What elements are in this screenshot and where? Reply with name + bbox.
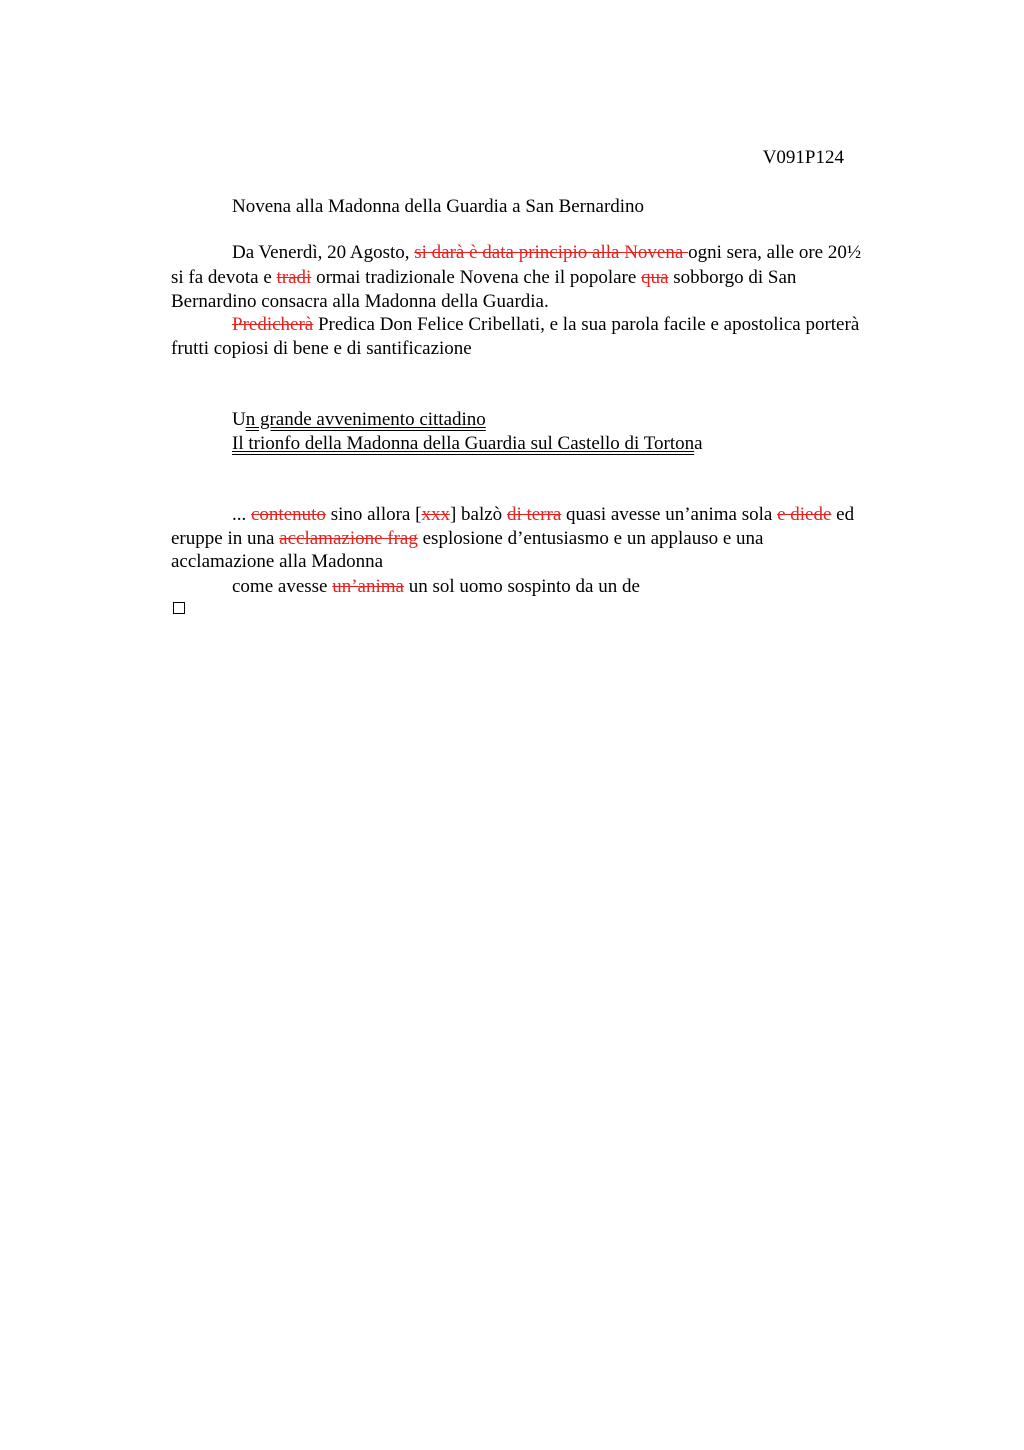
para3-line3: acclamazione alla Madonna (171, 551, 384, 572)
document-heading: Novena alla Madonna della Guardia a San Bernardino (232, 196, 645, 217)
text-span: a (694, 433, 703, 454)
underlined-title: n grande avvenimento cittadino (245, 409, 486, 430)
para3-line2 (171, 527, 764, 551)
deleted-text: qua (641, 267, 669, 288)
underlined-title: Il trionfo della Madonna della Guardia sul Castello di Torton (232, 433, 695, 454)
para2-line1 (232, 313, 859, 337)
text-span: quasi avesse un’anima sola (561, 504, 778, 525)
para2-line2: frutti copiosi di bene e di santificazione (171, 338, 472, 359)
text-span: sino allora [ (325, 504, 422, 525)
deleted-text: contenuto (251, 504, 326, 525)
text-span: ogni sera, alle ore 20½ (688, 242, 862, 263)
text-span: come avesse (232, 576, 333, 597)
text-span: Da Venerdì, 20 Agosto, (232, 242, 415, 263)
text-span: si fa devota e (171, 267, 277, 288)
checkbox-square-icon (173, 602, 185, 614)
reference-code: V091P124 (762, 147, 844, 168)
deleted-text: un’anima (332, 576, 404, 597)
text-span: esplosione d’entusiasmo e un applauso e una (417, 528, 764, 549)
text-span: ormai tradizionale Novena che il popolare (311, 267, 642, 288)
para4-line1 (232, 575, 640, 599)
deleted-text: tradi (276, 267, 312, 288)
deleted-text: si darà è data principio alla Novena (414, 242, 689, 263)
title-line1 (232, 408, 486, 432)
title-line2 (232, 432, 703, 456)
text-span: sobborgo di San (668, 267, 797, 288)
text-span: U (232, 409, 246, 430)
text-span: un sol uomo sospinto da un de (404, 576, 640, 597)
deleted-text: Predicherà (232, 314, 314, 335)
deleted-text: xxx (421, 504, 450, 525)
text-span: eruppe in una (171, 528, 280, 549)
text-span: ed (831, 504, 855, 525)
para3-line1 (232, 503, 854, 527)
deleted-text: di terra (506, 504, 562, 525)
deleted-text: acclamazione frag (279, 528, 418, 549)
para1-line1 (232, 241, 861, 265)
text-span: ] balzò (449, 504, 507, 525)
deleted-text: e diede (777, 504, 832, 525)
text-span: Predica Don Felice Cribellati, e la sua parola facile e apostolica porterà (313, 314, 860, 335)
text-span: ... (232, 504, 251, 525)
para1-line2 (171, 266, 796, 290)
para1-line3: Bernardino consacra alla Madonna della Guardia. (171, 291, 549, 312)
